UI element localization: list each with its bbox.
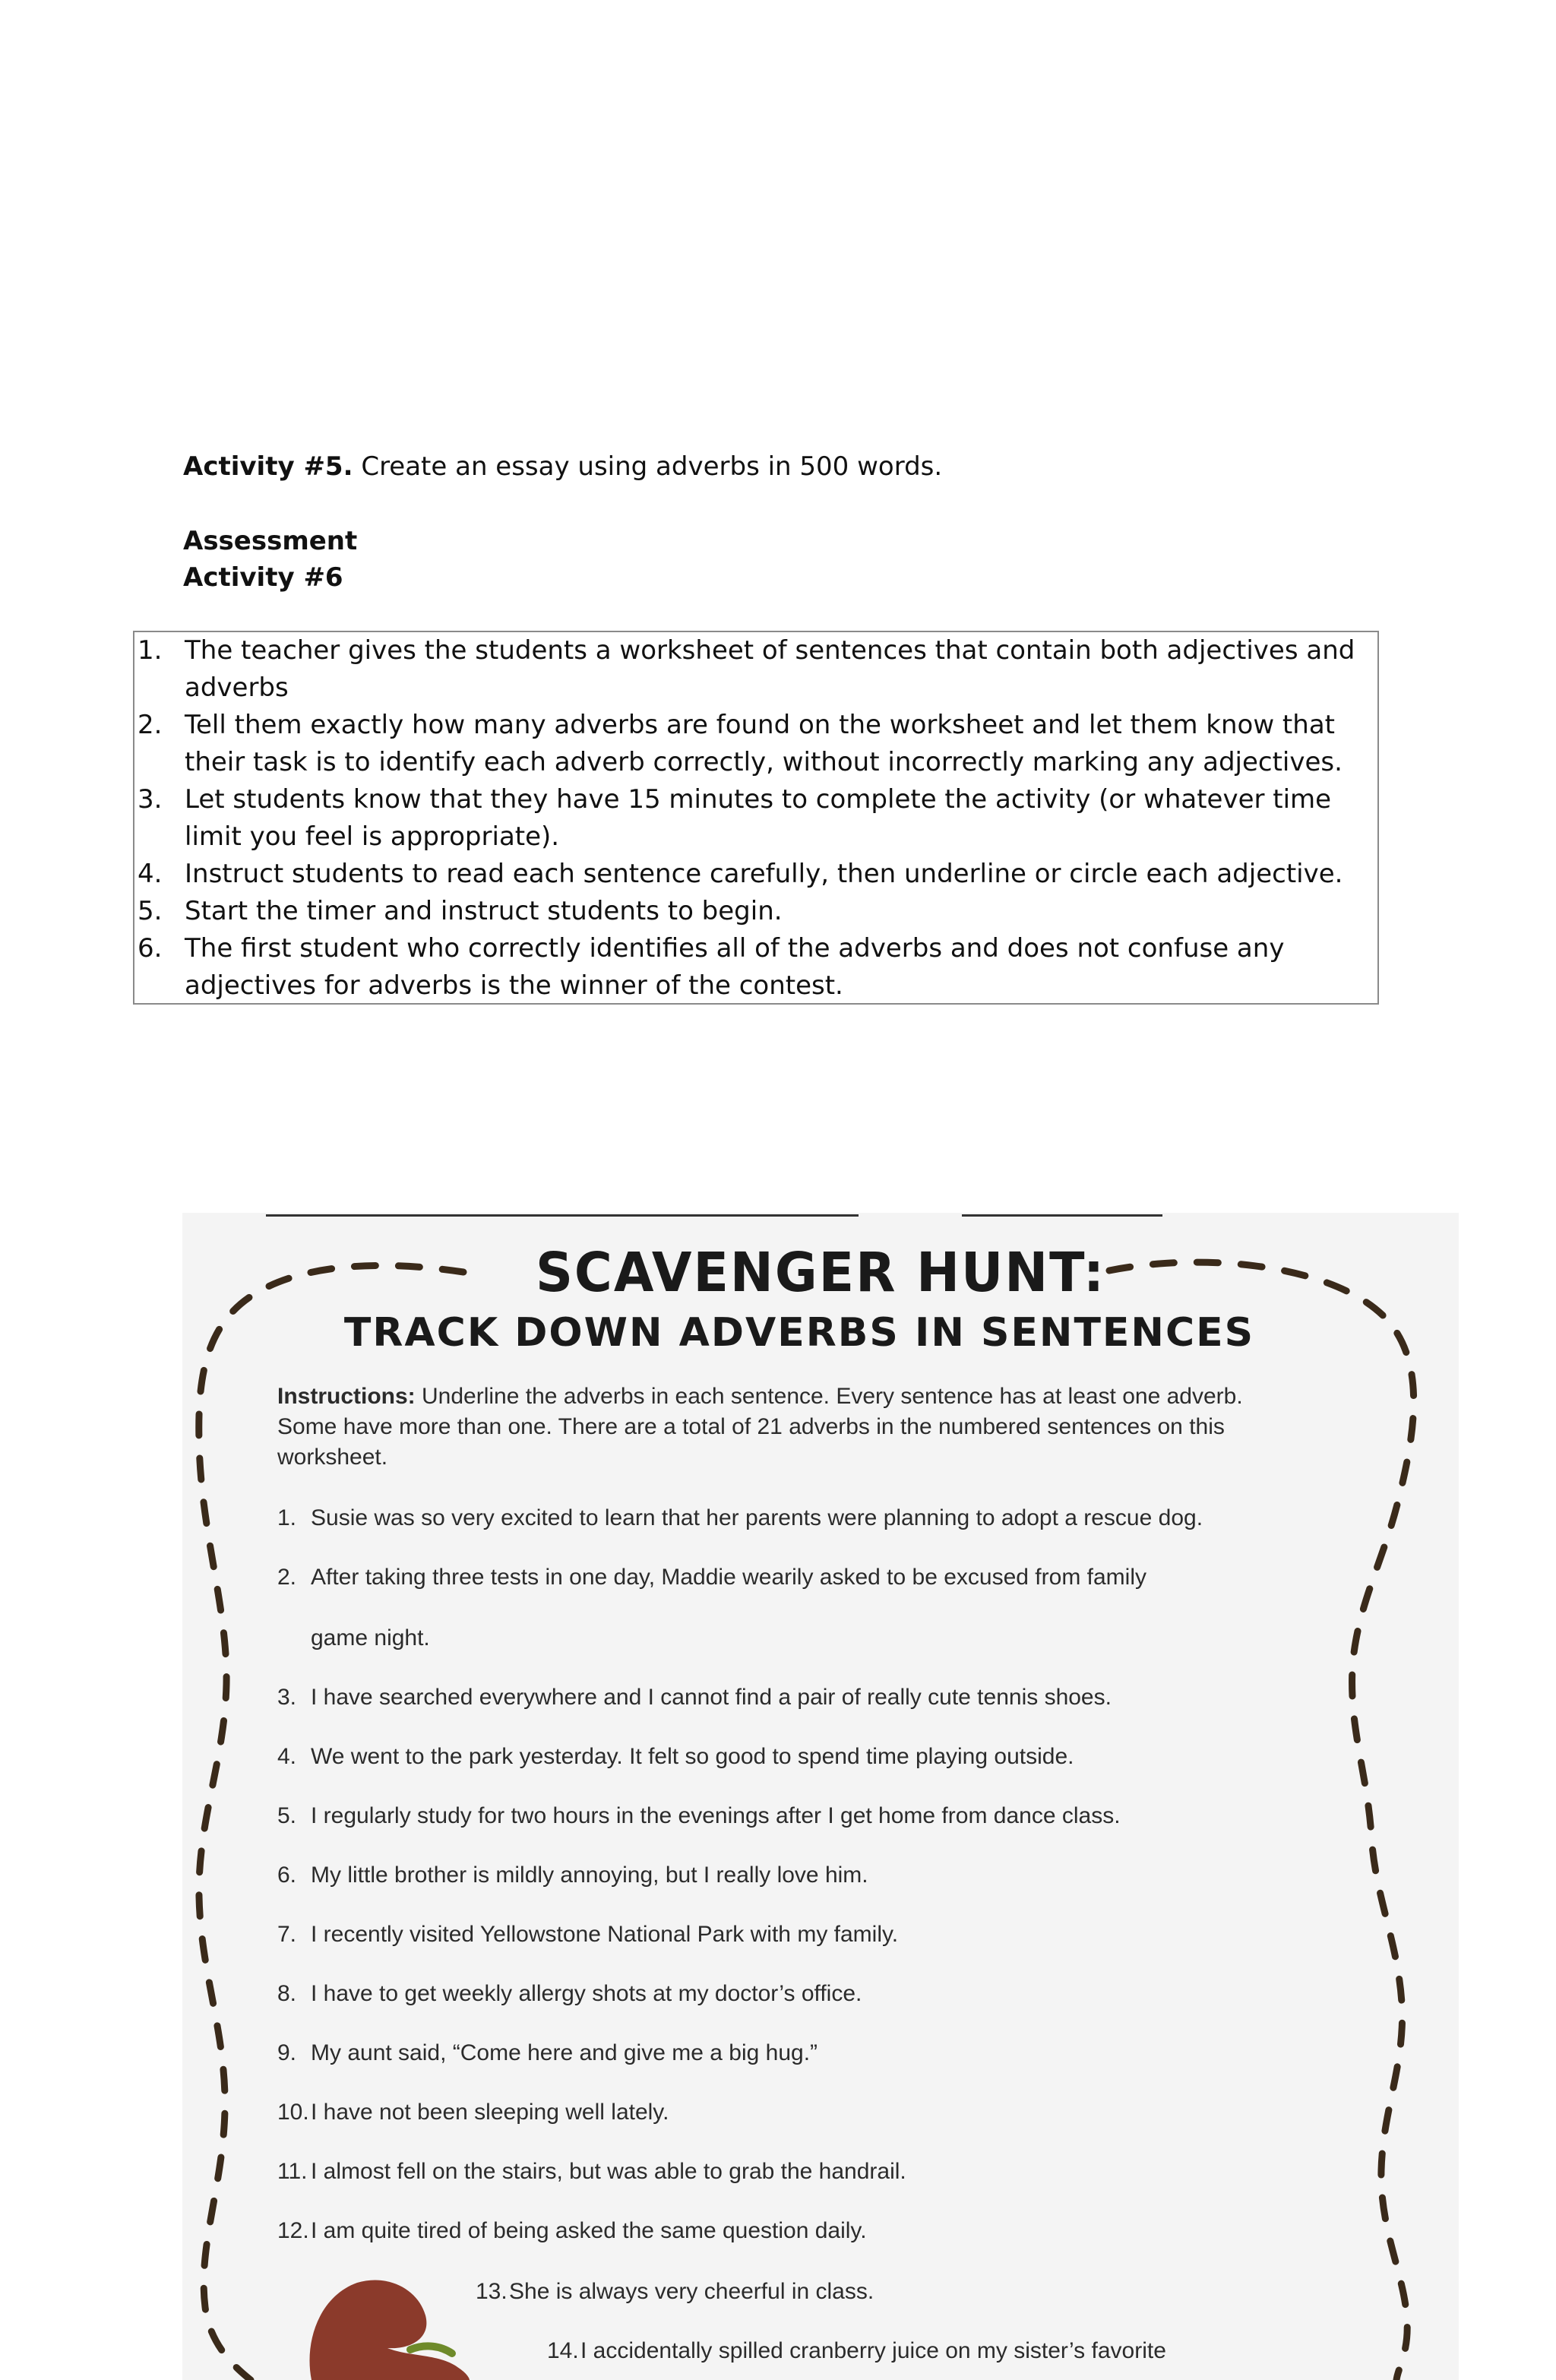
step-number: 6. [138,933,163,964]
sentence-text: I regularly study for two hours in the evenings after I get home from dance class. [311,1803,1121,1828]
step-item [134,856,1377,893]
sentence-number: 14. [547,2338,579,2363]
activity-5-label: Activity #5. [183,451,353,482]
sentence-number: 11. [277,2159,308,2184]
step-text: Tell them exactly how many adverbs are found on the worksheet and let them know that their task is to identify each adverb correctly, without incorrectly marking any adjectives. [185,710,1343,777]
step-text: The teacher gives the students a worksheet of sentences that contain both adjectives and adverbs [185,635,1355,703]
sentence-text: I am quite tired of being asked the same question daily. [311,2218,867,2243]
step-item [134,893,1377,930]
step-text: Instruct students to read each sentence carefully, then underline or circle each adjective. [185,859,1343,889]
sentence-text: I have not been sleeping well lately. [311,2100,669,2125]
step-text: Start the timer and instruct students to begin. [185,896,783,926]
sentence-text: game night. [311,1625,430,1650]
worksheet-sentence [277,1562,1146,1593]
mascot-hand-shape [310,2280,470,2380]
sentence-number: 5. [277,1803,297,1828]
instructions-text: Underline the adverbs in each sentence. Every sentence has at least one adverb. Some have more than one. There are a total of 21 adverbs in the numbered sentences on this worksheet. [277,1384,1243,1470]
activity-5-text: Create an essay using adverbs in 500 words. [353,451,943,482]
sentence-text: My little brother is mildly annoying, but I really love him. [311,1863,868,1888]
activity-steps-box [133,631,1379,1005]
sentence-number: 7. [277,1922,297,1947]
step-number: 1. [138,635,163,666]
sentence-text: I recently visited Yellowstone National Park with my family. [311,1922,899,1947]
step-text: The first student who correctly identifies all of the adverbs and does not confuse any adjectives for adverbs is the winner of the contest. [185,933,1285,1001]
sentence-number: 12. [277,2218,309,2243]
worksheet-sentence [277,2097,669,2128]
activity-5-line [183,448,942,485]
step-item [134,707,1377,781]
step-item [134,930,1377,1005]
worksheet-sentence [277,1860,868,1891]
worksheet-sentence [277,1979,862,2009]
sentence-number: 8. [277,1981,297,2006]
sentence-number: 3. [277,1685,297,1710]
mascot-cuff-stripe [410,2346,452,2353]
step-text: Let students know that they have 15 minutes to complete the activity (or whatever time limit you feel is appropriate). [185,784,1332,852]
mascot-hand-illustration [296,2274,479,2380]
sentence-text: Susie was so very excited to learn that her parents were planning to adopt a rescue dog. [311,1505,1203,1530]
assessment-heading: Assessment [183,526,358,556]
worksheet-sentence [277,1801,1121,1831]
step-number: 3. [138,784,163,815]
instructions-label: Instructions: [277,1384,416,1409]
step-item [134,632,1377,707]
worksheet-sentence [277,1623,430,1654]
sentence-number: 9. [277,2040,297,2065]
activity-6-label: Activity #6 [183,562,343,593]
worksheet-sentence [277,2038,818,2068]
sentence-text: I accidentally spilled cranberry juice on my sister’s favorite [580,2338,1166,2363]
sentence-number: 1. [277,1505,297,1530]
worksheet-sentence [277,2157,906,2187]
worksheet-sentence [277,1742,1074,1772]
worksheet-title: SCAVENGER HUNT: [535,1242,1106,1305]
worksheet-subtitle: TRACK DOWN ADVERBS IN SENTENCES [343,1310,1255,1356]
worksheet-sentence [277,1503,1203,1533]
step-number: 2. [138,710,163,740]
worksheet-instructions [277,1381,1295,1473]
sentence-number: 6. [277,1863,297,1888]
sentence-number: 13. [476,2279,508,2304]
sentence-text: I almost fell on the stairs, but was able to grab the handrail. [311,2159,906,2184]
worksheet-sentence [277,1920,898,1950]
sentence-text: We went to the park yesterday. It felt so good to spend time playing outside. [311,1744,1074,1769]
sentence-text: My aunt said, “Come here and give me a big hug.” [311,2040,818,2065]
step-number: 4. [138,859,163,889]
worksheet-sentence [277,1682,1112,1713]
step-item [134,781,1377,856]
sentence-number: 10. [277,2100,309,2125]
sentence-text: She is always very cheerful in class. [509,2279,874,2304]
sentence-number: 2. [277,1565,297,1590]
scavenger-hunt-worksheet [182,1213,1459,2380]
worksheet-sentence [547,2336,1166,2366]
activity-steps-list [134,632,1377,1005]
sentence-text: I have to get weekly allergy shots at my doctor’s office. [311,1981,862,2006]
sentence-text: After taking three tests in one day, Maddie wearily asked to be excused from family [311,1565,1146,1590]
worksheet-sentence [476,2277,874,2307]
sentence-text: I have searched everywhere and I cannot find a pair of really cute tennis shoes. [311,1685,1112,1710]
sentence-number: 4. [277,1744,297,1769]
worksheet-sentence [277,2216,867,2246]
step-number: 5. [138,896,163,926]
